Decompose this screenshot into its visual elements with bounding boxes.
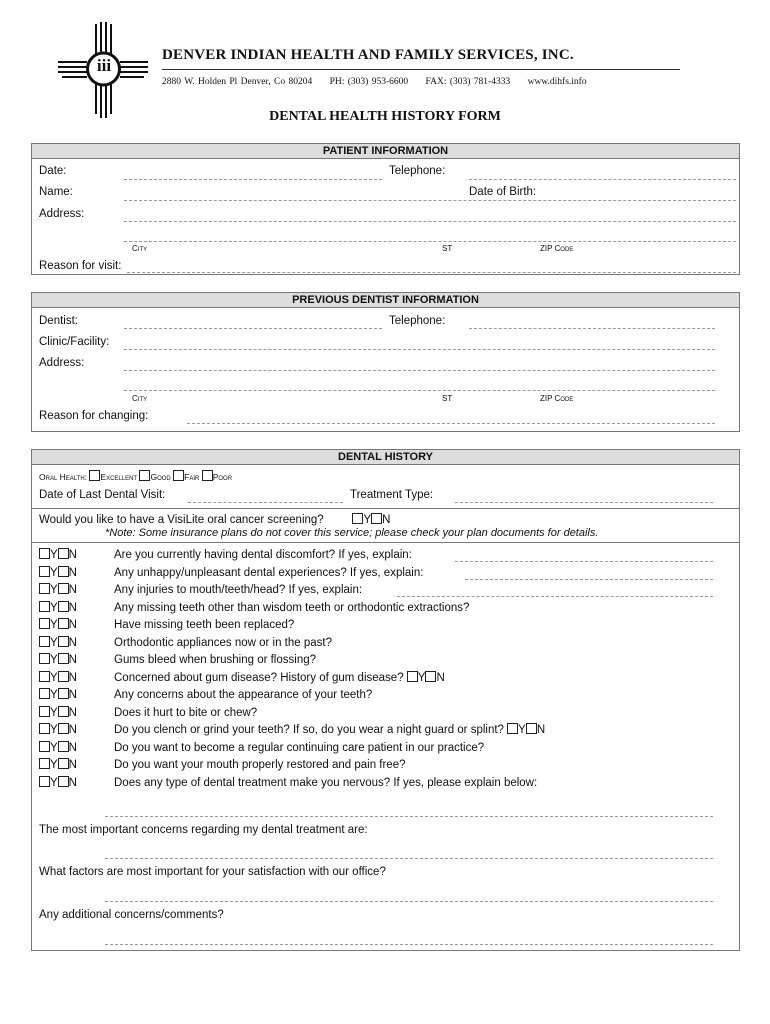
question-text: Any unhappy/unpleasant dental experiences? If yes, explain: [114,566,424,579]
good-option: Good [150,472,171,482]
yes-no-group [39,618,114,631]
telephone-field[interactable] [469,179,736,180]
divider [32,542,739,543]
no-checkbox[interactable] [58,671,69,682]
no-label: N [68,671,77,684]
yes-checkbox[interactable] [39,688,50,699]
question-row [39,723,545,736]
oral-health-label: Oral Health: [39,472,88,482]
yes-label: Y [50,566,58,579]
factors-field[interactable] [105,901,713,902]
question-text: Do you clench or grind your teeth? If so, do you wear a night guard or splint? [114,724,504,736]
no-label: N [68,776,77,789]
no-label: N [68,689,77,701]
dentist-telephone-field[interactable] [469,328,715,329]
yes-checkbox[interactable] [39,723,50,734]
question-text: Do you want to become a regular continuing care patient in our practice? [114,741,485,754]
yes-label: Y [50,636,58,649]
divider [32,508,739,509]
reason-for-visit-field[interactable] [127,272,736,273]
sub-yes-checkbox[interactable] [407,671,418,682]
question-row [39,706,257,719]
question-text: Orthodontic appliances now or in the past? [114,636,332,649]
no-checkbox[interactable] [58,706,69,717]
question-row [39,583,362,596]
yes-label: Y [363,514,372,526]
sub-no-checkbox[interactable] [425,671,436,682]
zip-caption: ZIP Code [540,244,574,253]
no-checkbox[interactable] [58,601,69,612]
name-label: Name: [39,186,73,198]
concerns-field[interactable] [105,858,713,859]
question-row [39,566,423,579]
no-label: N [68,654,77,666]
yes-no-group [39,723,114,736]
no-checkbox[interactable] [58,741,69,752]
no-label: N [68,759,77,771]
excellent-checkbox[interactable] [89,470,100,481]
visilite-question: Would you like to have a VisiLite oral cancer screening? [39,514,324,526]
yes-no-group [39,688,114,701]
no-checkbox[interactable] [58,688,69,699]
question-text: Does it hurt to bite or chew? [114,706,258,719]
explain-field[interactable] [455,561,713,562]
no-checkbox[interactable] [58,776,69,787]
sub-yes-checkbox[interactable] [507,723,518,734]
yes-no-group [39,671,114,684]
explain-field[interactable] [397,596,713,597]
city-caption: City [132,394,148,403]
state-caption: ST [442,244,453,253]
visilite-question-row [39,513,390,526]
name-field[interactable] [124,200,736,201]
no-label: N [68,584,77,596]
poor-checkbox[interactable] [202,470,213,481]
question-text: Any injuries to mouth/teeth/head? If yes, explain: [114,584,363,596]
concerns-label: The most important concerns regarding my dental treatment are: [39,824,368,836]
yes-label: Y [50,759,58,771]
organization-contact [162,77,601,87]
yes-label: Y [50,689,58,701]
yes-no-group [39,548,114,561]
yes-label: Y [50,776,58,789]
form-title: DENTAL HEALTH HISTORY FORM [269,109,501,124]
logo-text: iii [96,56,112,75]
yes-label: Y [417,671,426,684]
comments-field[interactable] [105,944,713,945]
yes-checkbox[interactable] [39,636,50,647]
yes-label: Y [518,724,526,736]
yes-no-group [39,653,114,666]
yes-checkbox[interactable] [39,548,50,559]
organization-name: DENVER INDIAN HEALTH AND FAMILY SERVICES, INC. [162,47,574,63]
no-checkbox[interactable] [58,618,69,629]
dentist-address-field-2[interactable] [124,390,715,391]
question-text: Any concerns about the appearance of your teeth? [114,689,373,701]
no-label: N [68,741,77,754]
city-caption: City [132,244,148,253]
reason-for-changing-label: Reason for changing: [39,410,149,422]
yes-checkbox[interactable] [39,758,50,769]
address-field-2[interactable] [124,241,736,242]
zip-caption: ZIP Code [540,394,574,403]
yes-no-group [39,636,114,649]
dental-history-section [31,449,740,951]
question-text: Do you want your mouth properly restored and pain free? [114,759,406,771]
question-text: Any missing teeth other than wisdom teeth or orthodontic extractions? [114,601,470,614]
yes-no-group [39,566,114,579]
dentist-address-label: Address: [39,357,85,369]
yes-no-group [39,601,114,614]
last-visit-field[interactable] [188,502,343,503]
fair-checkbox[interactable] [173,470,184,481]
question-text: Concerned about gum disease? History of gum disease? [114,671,404,684]
no-checkbox[interactable] [58,548,69,559]
yes-no-group [39,706,114,719]
question-text: Gums bleed when brushing or flossing? [114,654,317,666]
address-label: Address: [39,208,85,220]
no-label: N [382,514,391,526]
sub-no-checkbox[interactable] [526,723,537,734]
yes-checkbox[interactable] [39,776,50,787]
comments-label: Any additional concerns/comments? [39,909,224,921]
dentist-telephone-label: Telephone: [389,315,446,327]
yes-label: Y [50,706,58,719]
question-row [39,776,537,789]
yes-checkbox[interactable] [39,601,50,612]
explain-field[interactable] [465,579,713,580]
yes-label: Y [50,671,58,684]
yes-label: Y [50,741,58,754]
yes-checkbox[interactable] [39,741,50,752]
org-fax: FAX: (303) 781-4333 [425,77,511,87]
question-row [39,653,316,666]
org-address: 2880 W. Holden Pl Denver, Co 80204 [162,77,313,87]
no-label: N [68,619,77,631]
yes-checkbox[interactable] [39,706,50,717]
yes-label: Y [50,619,58,631]
section-heading: PATIENT INFORMATION [32,144,739,159]
reason-for-changing-field[interactable] [187,423,715,424]
yes-no-group [39,741,114,754]
reason-for-visit-label: Reason for visit: [39,260,122,272]
no-checkbox[interactable] [58,636,69,647]
question-row [39,671,445,684]
yes-checkbox[interactable] [39,566,50,577]
no-checkbox[interactable] [58,723,69,734]
clinic-field[interactable] [124,349,715,350]
org-phone: PH: (303) 953-6600 [329,77,409,87]
dob-label: Date of Birth: [469,186,537,198]
question-row [39,548,412,561]
yes-checkbox[interactable] [39,618,50,629]
yes-no-group [39,758,114,771]
no-label: N [68,566,77,579]
treatment-type-label: Treatment Type: [350,489,434,501]
dentist-address-field-1[interactable] [124,370,715,371]
no-checkbox[interactable] [58,653,69,664]
question-row [39,758,406,771]
treatment-type-field[interactable] [455,502,713,503]
section-heading: PREVIOUS DENTIST INFORMATION [32,293,739,308]
state-caption: ST [442,394,453,403]
telephone-label: Telephone: [389,165,446,177]
no-label: N [436,671,445,684]
no-label: N [536,724,546,736]
org-website[interactable]: www.dihfs.info [527,77,587,87]
no-label: N [68,549,77,561]
yes-checkbox[interactable] [39,671,50,682]
factors-label: What factors are most important for your satisfaction with our office? [39,866,386,878]
last-visit-label: Date of Last Dental Visit: [39,489,166,501]
yes-label: Y [50,654,58,666]
no-checkbox[interactable] [58,566,69,577]
no-label: N [68,601,77,614]
yes-no-group [39,583,114,596]
address-field-1[interactable] [124,221,736,222]
excellent-option: Excellent [100,472,138,482]
patient-information-section [31,143,740,275]
yes-label: Y [50,584,58,596]
date-field[interactable] [124,179,382,180]
question-row [39,741,484,754]
clinic-label: Clinic/Facility: [39,336,110,348]
yes-label: Y [50,601,58,614]
no-label: N [68,724,77,736]
dentist-field[interactable] [124,328,382,329]
question-row [39,688,372,701]
yes-checkbox[interactable] [39,583,50,594]
yes-no-group [39,776,114,789]
explain-field[interactable] [105,816,713,817]
dentist-label: Dentist: [39,315,78,327]
header-rule [162,69,680,70]
no-checkbox[interactable] [58,583,69,594]
no-checkbox[interactable] [58,758,69,769]
fair-option: Fair [184,472,200,482]
yes-label: Y [50,549,58,561]
poor-option: Poor [212,472,233,482]
question-row [39,618,294,631]
question-text: Have missing teeth been replaced? [114,619,295,631]
no-label: N [68,636,77,649]
no-label: N [68,706,77,719]
visilite-yes-checkbox[interactable] [352,513,363,524]
good-checkbox[interactable] [139,470,150,481]
previous-dentist-section [31,292,740,432]
visilite-no-checkbox[interactable] [371,513,382,524]
section-heading: DENTAL HISTORY [32,450,739,465]
date-label: Date: [39,165,67,177]
question-row [39,636,332,649]
question-row [39,601,469,614]
question-text: Does any type of dental treatment make you nervous? If yes, please explain below: [114,776,538,789]
yes-checkbox[interactable] [39,653,50,664]
visilite-note: *Note: Some insurance plans do not cover this service; please check your plan documents for details. [105,527,599,539]
yes-label: Y [50,724,58,736]
question-text: Are you currently having dental discomfort? If yes, explain: [114,549,412,561]
oral-health-row [39,470,232,482]
